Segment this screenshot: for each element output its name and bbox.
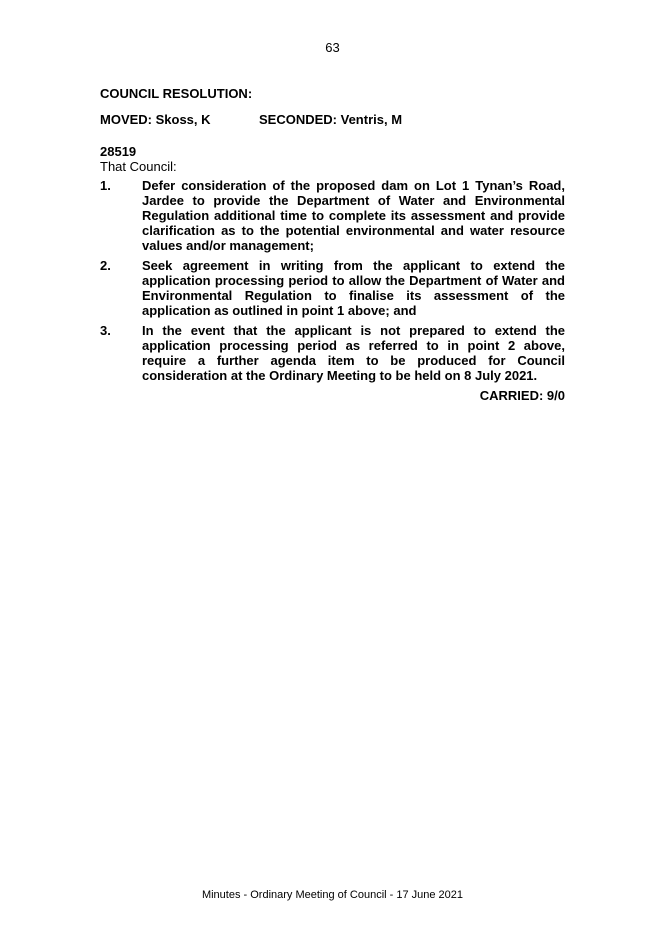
resolution-section [100,86,565,403]
item-text: Seek agreement in writing from the applicant to extend the application processing period to allow the Department of Water and Environmental Regulation to finalise its assessment of the application as outlined in point 1 above; and [142,258,565,318]
moved-by: MOVED: Skoss, K [100,112,211,127]
list-item [100,323,565,383]
item-number: 2. [100,258,111,273]
resolution-items [100,178,565,383]
item-number: 3. [100,323,111,338]
resolution-preamble: That Council: [100,159,177,174]
item-text: Defer consideration of the proposed dam on Lot 1 Tynan’s Road, Jardee to provide the Department of Water and Environmental Regulation additional time to complete its assessment and provide clarification as to the potential environmental and water resource values and/or management; [142,178,565,253]
item-text: In the event that the applicant is not prepared to extend the application processing period as referred to in point 2 above, require a further agenda item to be produced for Council consideration at the Ordinary Meeting to be held on 8 July 2021. [142,323,565,383]
carried-result: CARRIED: 9/0 [479,388,565,403]
item-number: 1. [100,178,111,193]
list-item [100,258,565,318]
mover-seconder-line [100,112,565,127]
page-footer: Minutes - Ordinary Meeting of Council - 17 June 2021 [201,889,464,901]
page-number: 63 [325,40,340,55]
seconded-by: SECONDED: Ventris, M [259,112,403,127]
list-item [100,178,565,253]
resolution-heading: COUNCIL RESOLUTION: [100,86,253,101]
resolution-number: 28519 [100,144,137,159]
